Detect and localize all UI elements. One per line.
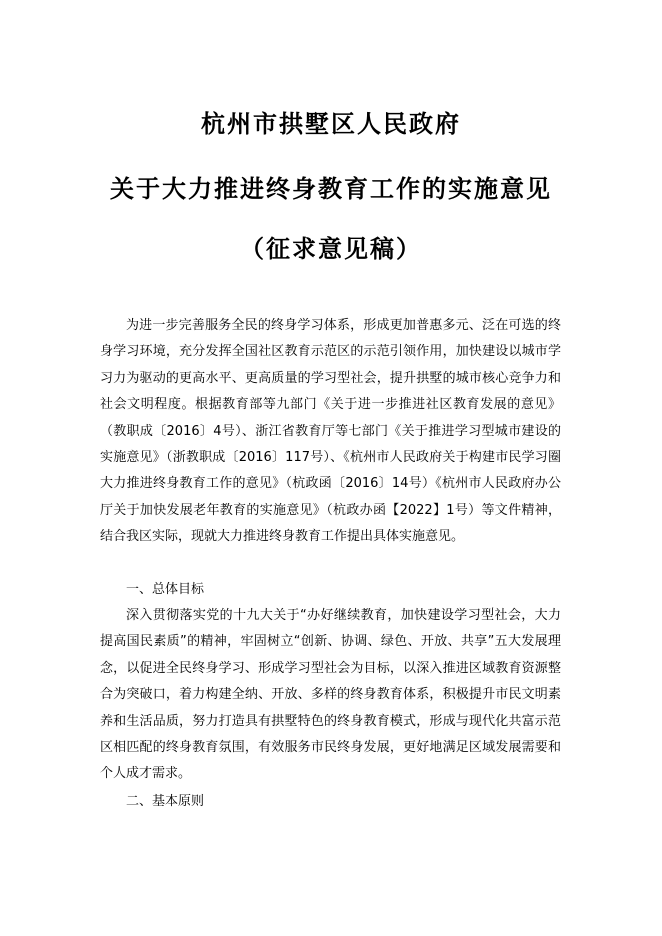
goal-paragraph: 深入贯彻落实党的十九大关于“办好继续教育，加快建设学习型社会，大力提高国民素质”的精神，牢固树立“创新、协调、绿色、开放、共享”五大发展理念，以促进全民终身学习、形成学习型社会为目标，以深入推进区域教育资源整合为突破口，着力构建全纳、开放、多样的终身教育体系，积极提升市民文明素养和生活品质，努力打造具有拱墅特色的终身教育模式，形成与现代化共富示范区相匹配的终身教育氛围，有效服务市民终身发展，更好地满足区域发展需要和个人成才需求。	[100, 608, 561, 782]
intro-paragraph: 为进一步完善服务全民的终身学习体系，形成更加普惠多元、泛在可选的终身学习环境，充分发挥全国社区教育示范区的示范引领作用，加快建设以城市学习力为驱动的更高水平、更高质量的学习型社会，提升拱墅的城市核心竞争力和社会文明程度。根据教育部等九部门《关于进一步推进社区教育发展的意见》（教职成〔2016〕4号）、浙江省教育厅等七部门《关于推进学习型城市建设的实施意见》（浙教职成〔2016〕117号）、《杭州市人民政府关于构建市民学习圈大力推进终身教育工作的意见》（杭政函〔2016〕14号）《杭州市人民政府办公厅关于加快发展老年教育的实施意见》（杭政办函【2022】1号）等文件精神，结合我区实际，现就大力推进终身教育工作提出具体实施意见。	[100, 318, 561, 545]
section-heading-1: 一、总体目标	[126, 582, 205, 597]
section-heading-2: 二、基本原则	[126, 794, 205, 809]
document-title-line-2: 关于大力推进终身教育工作的实施意见	[110, 174, 552, 203]
document-title-line-1: 杭州市拱墅区人民政府	[201, 109, 461, 138]
document-title-line-3: （征求意见稿）	[240, 234, 422, 263]
